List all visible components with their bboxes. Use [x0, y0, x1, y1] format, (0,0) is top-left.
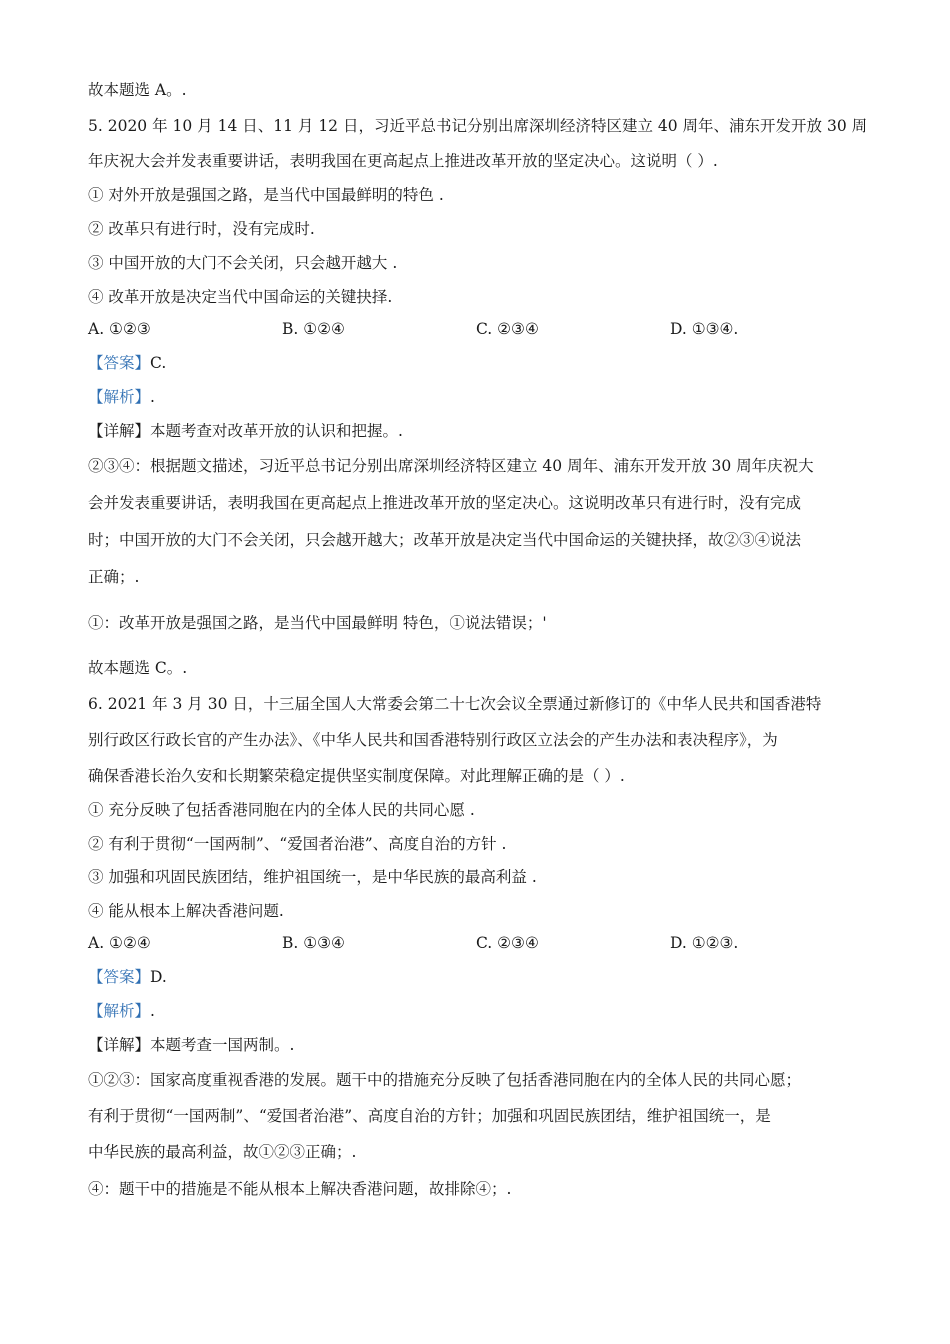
q6-explain-line2: 有利于贯彻“一国两制”、“爱国者治港”、高度自治的方针；加强和巩固民族团结，维护祖国统一，是	[88, 1107, 771, 1125]
q5-detail	[88, 420, 868, 442]
q5-item-2: ② 改革只有进行时，没有完成时.	[88, 220, 315, 238]
q6-item-4: ④ 能从根本上解决香港问题.	[88, 902, 284, 920]
q6-explain-line1: ①②③：国家高度重视香港的发展。题干中的措施充分反映了包括香港同胞在内的全体人民的共同心愿；	[88, 1071, 802, 1089]
q5-option-a: A. ①②③	[88, 320, 151, 338]
q5-detail-text: 本题考查对改革开放的认识和把握。.	[150, 422, 403, 440]
q5-analysis-tail: .	[150, 388, 155, 406]
q6-explain-line3: 中华民族的最高利益，故①②③正确；.	[88, 1143, 357, 1161]
q6-analysis	[88, 1000, 868, 1022]
q4-conclusion: 故本题选 A。.	[88, 81, 187, 99]
q6-detail	[88, 1034, 868, 1056]
q5-option-b: B. ①②④	[282, 320, 345, 338]
q5-stem-line1: 5. 2020 年 10 月 14 日、11 月 12 日，习近平总书记分别出席深圳经济特区建立 40 周年、浦东开发开放 30 周	[88, 117, 868, 135]
q5-item-4: ④ 改革开放是决定当代中国命运的关键抉择.	[88, 288, 393, 306]
q5-explain-line2: 会并发表重要讲话，表明我国在更高起点上推进改革开放的坚定决心。这说明改革只有进行时，没有完成	[88, 494, 802, 512]
q6-stem-line2: 别行政区行政长官的产生办法》、《中华人民共和国香港特别行政区立法会的产生办法和表决程序》，为	[88, 731, 778, 749]
q5-option-d: D. ①③④.	[670, 320, 739, 338]
q6-detail-text: 本题考查一国两制。.	[150, 1036, 295, 1054]
q5-options	[88, 318, 868, 340]
q6-option-c: C. ②③④	[476, 934, 539, 952]
q6-option-b: B. ①③④	[282, 934, 345, 952]
q5-answer-tag: 【答案】	[88, 354, 151, 372]
q6-detail-tag: 【详解】	[88, 1036, 151, 1054]
q6-answer-tag: 【答案】	[88, 968, 151, 986]
q5-explain-line5: ①：改革开放是强国之路，是当代中国最鲜明 特色，①说法错误；'	[88, 614, 547, 632]
q6-answer	[88, 966, 868, 988]
q5-answer	[88, 352, 868, 374]
q6-option-a: A. ①②④	[88, 934, 151, 952]
q5-detail-tag: 【详解】	[88, 422, 151, 440]
q6-item-1: ① 充分反映了包括香港同胞在内的全体人民的共同心愿 .	[88, 801, 475, 819]
q5-item-3: ③ 中国开放的大门不会关闭，只会越开越大 .	[88, 254, 398, 272]
q6-answer-value: D.	[150, 968, 167, 986]
q6-analysis-tail: .	[150, 1002, 155, 1020]
q6-explain-line4: ④：题干中的措施是不能从根本上解决香港问题，故排除④；.	[88, 1180, 512, 1198]
q5-analysis	[88, 386, 868, 408]
q6-stem-line3: 确保香港长治久安和长期繁荣稳定提供坚实制度保障。对此理解正确的是（ ）.	[88, 767, 625, 785]
q5-analysis-tag: 【解析】	[88, 388, 151, 406]
q6-analysis-tag: 【解析】	[88, 1002, 151, 1020]
q5-item-1: ① 对外开放是强国之路，是当代中国最鲜明的特色 .	[88, 186, 444, 204]
q5-explain-line1: ②③④：根据题文描述，习近平总书记分别出席深圳经济特区建立 40 周年、浦东开发开放 30 周年庆祝大	[88, 457, 814, 475]
q6-item-3: ③ 加强和巩固民族团结，维护祖国统一，是中华民族的最高利益 .	[88, 868, 537, 886]
q6-item-2: ② 有利于贯彻“一国两制”、“爱国者治港”、高度自治的方针 .	[88, 835, 507, 853]
q5-explain-line3: 时；中国开放的大门不会关闭，只会越开越大；改革开放是决定当代中国命运的关键抉择，故②③④说法	[88, 531, 802, 549]
q6-options	[88, 932, 868, 954]
q6-stem-line1: 6. 2021 年 3 月 30 日，十三届全国人大常委会第二十七次会议全票通过新修订的《中华人民共和国香港特	[88, 695, 822, 713]
q5-explain-line4: 正确；.	[88, 568, 140, 586]
q5-stem-line2: 年庆祝大会并发表重要讲话，表明我国在更高起点上推进改革开放的坚定决心。这说明（ ）.	[88, 152, 718, 170]
q5-conclusion: 故本题选 C。.	[88, 659, 188, 677]
q5-answer-value: C.	[150, 354, 167, 372]
q5-option-c: C. ②③④	[476, 320, 539, 338]
q6-option-d: D. ①②③.	[670, 934, 739, 952]
